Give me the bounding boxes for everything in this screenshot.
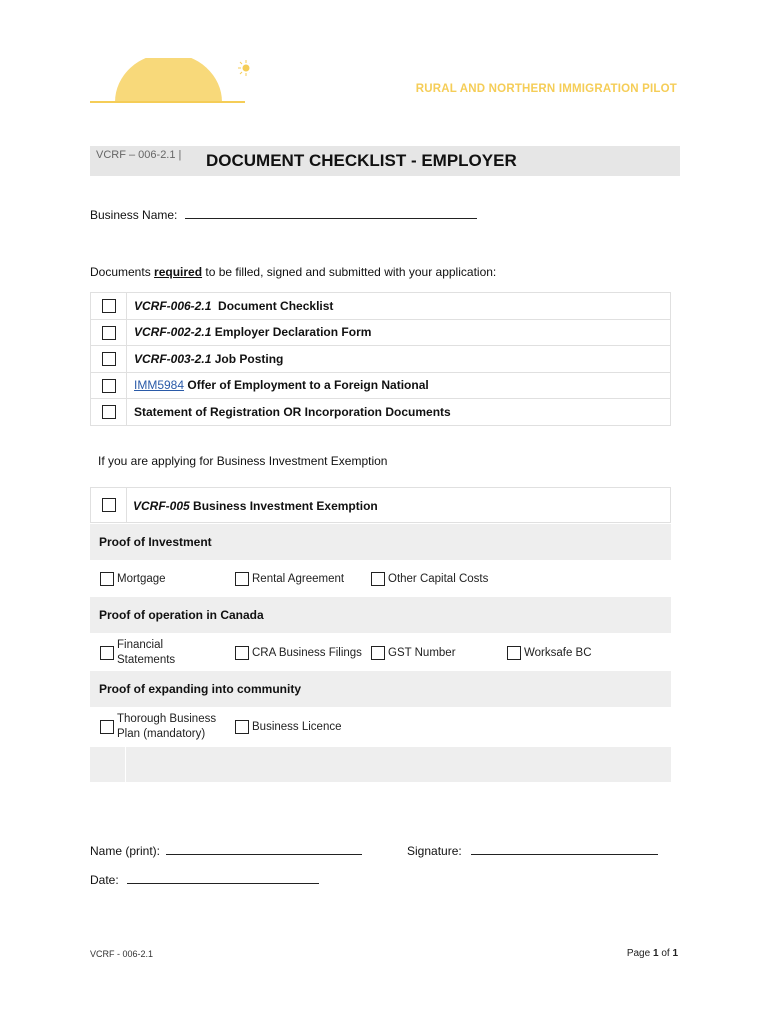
document-title: DOCUMENT CHECKLIST - EMPLOYER bbox=[206, 151, 517, 170]
doc-code: VCRF-006-2.1 bbox=[134, 298, 212, 313]
proof-expanding-title: Proof of expanding into community bbox=[99, 682, 301, 696]
option-cra-business-filings[interactable] bbox=[235, 646, 362, 660]
exemption-row bbox=[90, 487, 671, 523]
checkbox-rental-agreement[interactable] bbox=[235, 572, 249, 586]
option-label: Worksafe BC bbox=[524, 647, 592, 659]
program-title: RURAL AND NORTHERN IMMIGRATION PILOT bbox=[415, 83, 677, 95]
intro-required: required bbox=[154, 265, 203, 279]
date-row bbox=[90, 871, 319, 887]
checkbox-job-posting[interactable] bbox=[102, 352, 116, 366]
business-investment-exemption-section bbox=[90, 487, 671, 783]
checkbox-business-licence[interactable] bbox=[235, 720, 249, 734]
option-rental-agreement[interactable] bbox=[235, 572, 344, 586]
checkbox-worksafe-bc[interactable] bbox=[507, 646, 521, 660]
form-code: VCRF – 006-2.1 | bbox=[96, 149, 182, 161]
checkbox-financial-statements[interactable] bbox=[100, 646, 114, 660]
option-label: Other Capital Costs bbox=[388, 573, 489, 585]
proof-investment-title: Proof of Investment bbox=[99, 535, 212, 549]
name-print-row bbox=[90, 842, 362, 858]
option-gst-number[interactable] bbox=[371, 646, 456, 660]
option-financial-statements[interactable] bbox=[100, 638, 187, 668]
date-label: Date: bbox=[90, 873, 119, 887]
proof-operation-title: Proof of operation in Canada bbox=[99, 608, 264, 622]
name-print-field[interactable] bbox=[166, 842, 362, 855]
doc-label: Employer Declaration Form bbox=[214, 325, 372, 340]
option-business-licence[interactable] bbox=[235, 720, 342, 734]
required-documents-table bbox=[90, 292, 671, 426]
checklist-row bbox=[91, 399, 671, 426]
empty-row bbox=[90, 747, 671, 782]
option-label: GST Number bbox=[388, 647, 456, 659]
doc-label: Statement of Registration OR Incorporation Documents bbox=[134, 404, 451, 419]
checkbox-statement-of-registration[interactable] bbox=[102, 405, 116, 419]
page-number: Page 1 of 1 bbox=[626, 948, 678, 959]
signature-row bbox=[407, 842, 658, 858]
pilot-logo bbox=[90, 58, 250, 104]
business-name-label: Business Name: bbox=[90, 208, 178, 222]
checklist-row bbox=[91, 346, 671, 373]
date-field[interactable] bbox=[127, 871, 319, 884]
doc-code: VCRF-003-2.1 bbox=[134, 351, 212, 366]
option-label: Thorough Business Plan (mandatory) bbox=[117, 713, 217, 740]
option-business-plan[interactable] bbox=[100, 712, 222, 742]
checkbox-document-checklist[interactable] bbox=[102, 299, 116, 313]
checklist-row bbox=[91, 319, 671, 346]
doc-label: Offer of Employment to a Foreign National bbox=[187, 378, 429, 393]
checkbox-business-investment-exemption[interactable] bbox=[102, 498, 116, 512]
option-mortgage[interactable] bbox=[100, 572, 166, 586]
checklist-row bbox=[91, 372, 671, 399]
business-name-row bbox=[90, 206, 477, 222]
exemption-label: Business Investment Exemption bbox=[193, 499, 378, 513]
option-label: Financial Statements bbox=[117, 639, 176, 666]
option-label: CRA Business Filings bbox=[252, 647, 362, 659]
footer-form-code: VCRF - 006-2.1 bbox=[90, 949, 154, 959]
doc-code: VCRF-002-2.1 bbox=[134, 325, 212, 340]
checkbox-mortgage[interactable] bbox=[100, 572, 114, 586]
business-name-field[interactable] bbox=[185, 206, 477, 219]
checkbox-employer-declaration[interactable] bbox=[102, 326, 116, 340]
checkbox-business-plan[interactable] bbox=[100, 720, 114, 734]
name-print-label: Name (print): bbox=[90, 844, 161, 858]
checklist-row bbox=[91, 293, 671, 320]
doc-label: Document Checklist bbox=[218, 298, 334, 313]
checkbox-cra-business-filings[interactable] bbox=[235, 646, 249, 660]
exemption-code: VCRF-005 bbox=[133, 499, 190, 513]
option-label: Business Licence bbox=[252, 721, 342, 733]
intro-text-after: to be filled, signed and submitted with your application: bbox=[205, 265, 497, 279]
intro-text-before: Documents bbox=[90, 265, 151, 279]
imm5984-link[interactable]: IMM5984 bbox=[134, 378, 185, 393]
checkbox-offer-of-employment[interactable] bbox=[102, 379, 116, 393]
doc-label: Job Posting bbox=[214, 351, 284, 366]
option-other-capital-costs[interactable] bbox=[371, 572, 488, 586]
checkbox-gst-number[interactable] bbox=[371, 646, 385, 660]
option-label: Mortgage bbox=[117, 573, 166, 585]
option-label: Rental Agreement bbox=[252, 573, 345, 585]
documents-intro bbox=[90, 265, 496, 279]
signature-label: Signature: bbox=[407, 844, 462, 858]
signature-field[interactable] bbox=[471, 842, 658, 855]
option-worksafe-bc[interactable] bbox=[507, 646, 592, 660]
checkbox-other-capital-costs[interactable] bbox=[371, 572, 385, 586]
exemption-intro: If you are applying for Business Investment Exemption bbox=[98, 454, 388, 468]
